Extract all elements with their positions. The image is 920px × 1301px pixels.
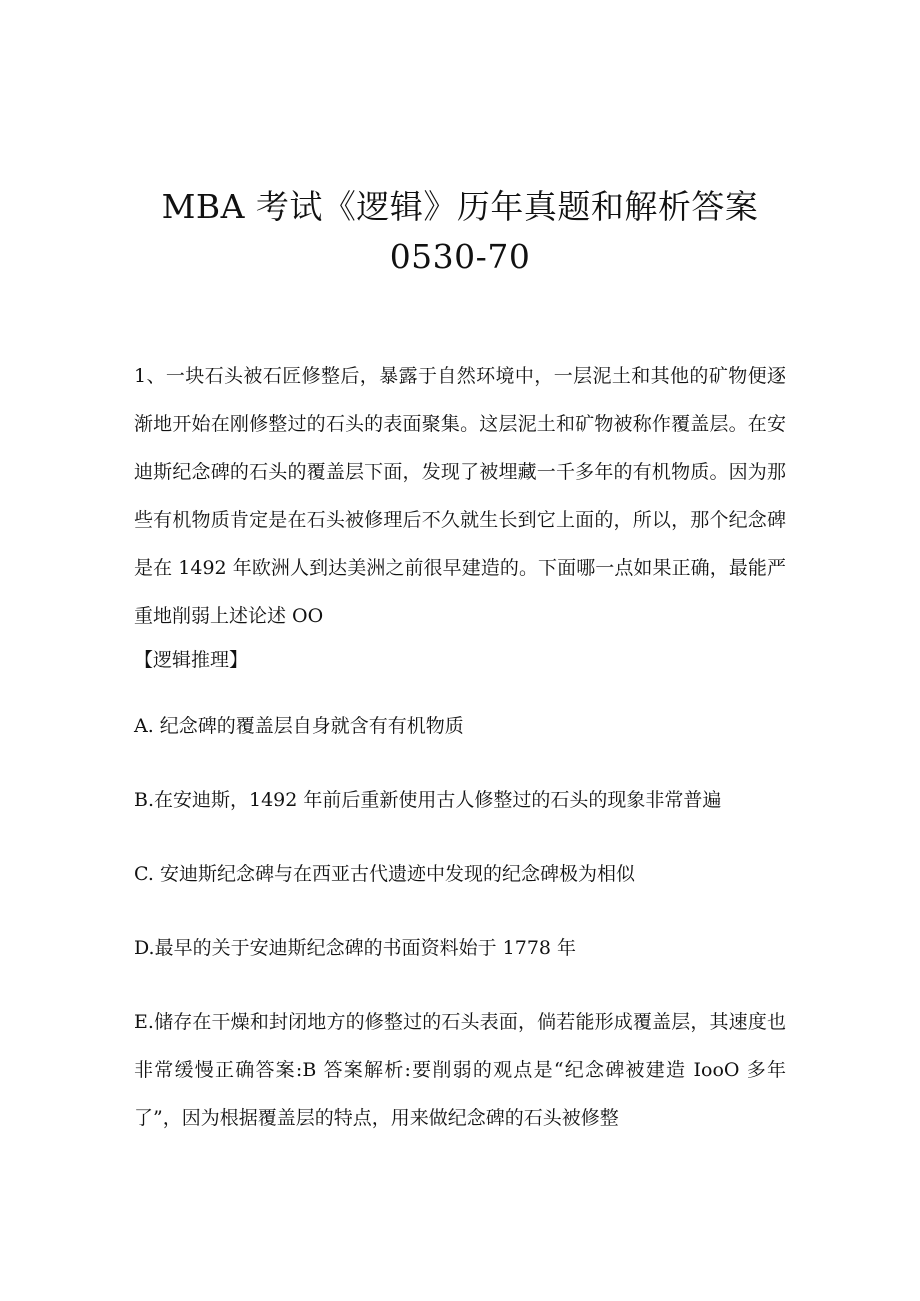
category-label: 【逻辑推理】 (134, 649, 249, 671)
document-title (60, 182, 860, 282)
title-line-1: MBA 考试《逻辑》历年真题和解析答案 (161, 187, 759, 227)
option-d: D.最早的关于安迪斯纪念碑的书面资料始于 1778 年 (134, 937, 577, 959)
option-a: A. 纪念碑的覆盖层自身就含有有机物质 (134, 715, 464, 737)
document-body (134, 352, 786, 1142)
option-e-and-answer: E.储存在干燥和封闭地方的修整过的石头表面，倘若能形成覆盖层，其速度也非常缓慢正确答案:B 答案解析:要削弱的观点是“纪念碑被建造 IooO 多年了”，因为根据覆盖层的特点，用来做纪念碑的石头被修整 (134, 1011, 786, 1129)
option-c: C. 安迪斯纪念碑与在西亚古代遗迹中发现的纪念碑极为相似 (134, 863, 635, 885)
title-line-2: 0530-70 (389, 237, 531, 277)
option-b: B.在安迪斯，1492 年前后重新使用古人修整过的石头的现象非常普遍 (134, 789, 722, 811)
question-paragraph: 1、一块石头被石匠修整后，暴露于自然环境中，一层泥土和其他的矿物便逐渐地开始在刚修整过的石头的表面聚集。这层泥土和矿物被称作覆盖层。在安迪斯纪念碑的石头的覆盖层下面，发现了被埋藏一千多年的有机物质。因为那些有机物质肯定是在石头被修理后不久就生长到它上面的，所以，那个纪念碑是在 1492 年欧洲人到达美洲之前很早建造的。下面哪一点如果正确，最能严重地削弱上述论述 OO (134, 365, 786, 627)
